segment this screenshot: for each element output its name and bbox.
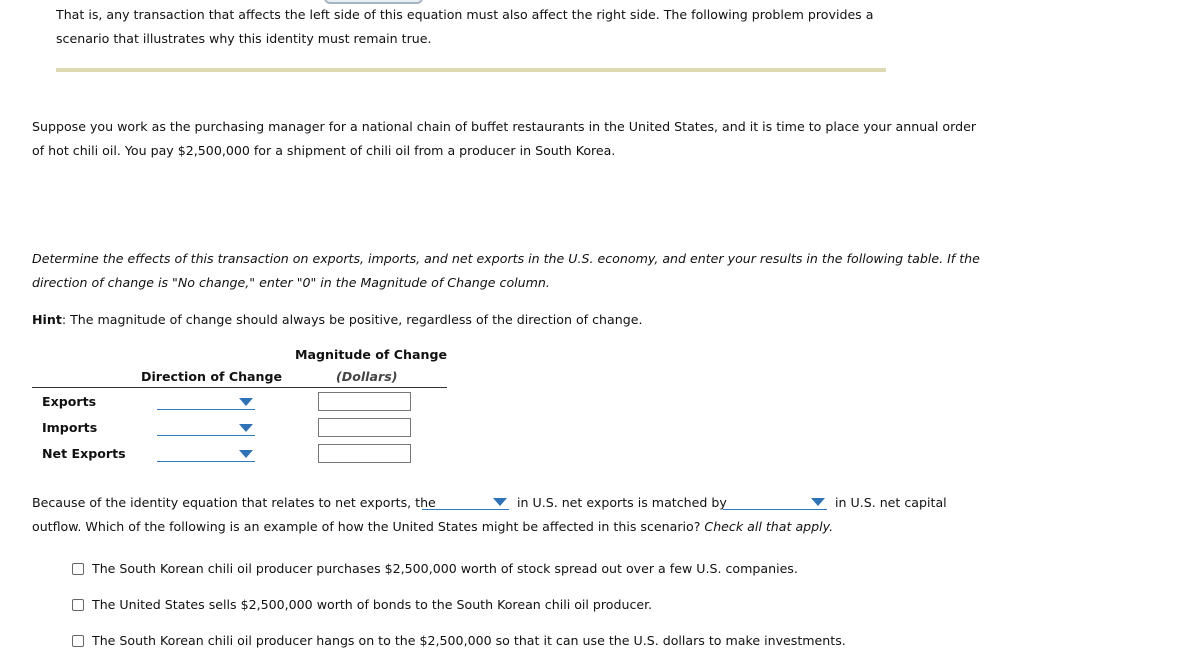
chevron-down-icon <box>239 450 253 458</box>
chevron-down-icon <box>239 424 253 432</box>
chevron-down-icon <box>239 398 253 406</box>
instructions-line-2: direction of change is "No change," enter "0" in the Magnitude of Change column. <box>32 275 550 290</box>
option-label: The United States sells $2,500,000 worth of bonds to the South Korean chili oil producer. <box>92 597 653 612</box>
imports-direction-dropdown[interactable] <box>157 419 255 436</box>
option-checkbox[interactable] <box>72 635 84 647</box>
col-header-magnitude: Magnitude of Change <box>295 347 447 362</box>
scenario-text <box>32 115 976 163</box>
scenario-line-2: of hot chili oil. You pay $2,500,000 for a shipment of chili oil from a producer in South Korea. <box>32 143 616 158</box>
scenario-line-1: Suppose you work as the purchasing manager for a national chain of buffet restaurants in the United States, and it is time to place your annual order <box>32 119 977 134</box>
option-row[interactable] <box>72 561 798 576</box>
option-checkbox[interactable] <box>72 599 84 611</box>
hint-body: : The magnitude of change should always be positive, regardless of the direction of change. <box>61 312 643 327</box>
option-checkbox[interactable] <box>72 563 84 575</box>
identity-question: outflow. Which of the following is an example of how the United States might be affected in this scenario? <box>32 519 701 534</box>
chevron-down-icon <box>811 498 825 506</box>
section-divider <box>56 68 886 72</box>
hint-text <box>32 308 642 332</box>
intro-text <box>56 3 873 51</box>
identity-line-2 <box>32 519 833 534</box>
identity-part-3: in U.S. net capital <box>835 495 947 510</box>
option-row[interactable] <box>72 633 846 648</box>
exports-direction-dropdown[interactable] <box>157 393 255 410</box>
net-exports-change-dropdown[interactable] <box>422 493 509 510</box>
row-label-imports: Imports <box>42 420 98 435</box>
intro-line-1: That is, any transaction that affects the left side of this equation must also affect the right side. The following problem provides a <box>56 7 874 22</box>
row-label-net-exports: Net Exports <box>42 446 126 461</box>
net-exports-direction-dropdown[interactable] <box>157 445 255 462</box>
col-header-direction: Direction of Change <box>141 369 283 384</box>
col-header-magnitude-unit: (Dollars) <box>336 369 398 384</box>
chevron-down-icon <box>493 498 507 506</box>
row-label-exports: Exports <box>42 394 97 409</box>
table-header-rule <box>32 387 447 388</box>
identity-part-1: Because of the identity equation that relates to net exports, the <box>32 495 436 510</box>
exports-magnitude-input[interactable] <box>318 392 411 411</box>
hint-label: Hint <box>32 312 62 327</box>
option-label: The South Korean chili oil producer purchases $2,500,000 worth of stock spread out over a few U.S. companies. <box>92 561 798 576</box>
net-exports-magnitude-input[interactable] <box>318 444 411 463</box>
instructions-line-1: Determine the effects of this transaction on exports, imports, and net exports in the U.S. economy, and enter your results in the following table. If the <box>32 251 980 266</box>
imports-magnitude-input[interactable] <box>318 418 411 437</box>
instructions-text <box>32 247 980 295</box>
option-row[interactable] <box>72 597 652 612</box>
intro-line-2: scenario that illustrates why this identity must remain true. <box>56 31 432 46</box>
option-label: The South Korean chili oil producer hangs on to the $2,500,000 so that it can use the U.S. dollars to make investments. <box>92 633 846 648</box>
net-capital-outflow-change-dropdown[interactable] <box>723 493 827 510</box>
identity-part-2: in U.S. net exports is matched by <box>517 495 727 510</box>
identity-check-all: Check all that apply. <box>704 519 834 534</box>
